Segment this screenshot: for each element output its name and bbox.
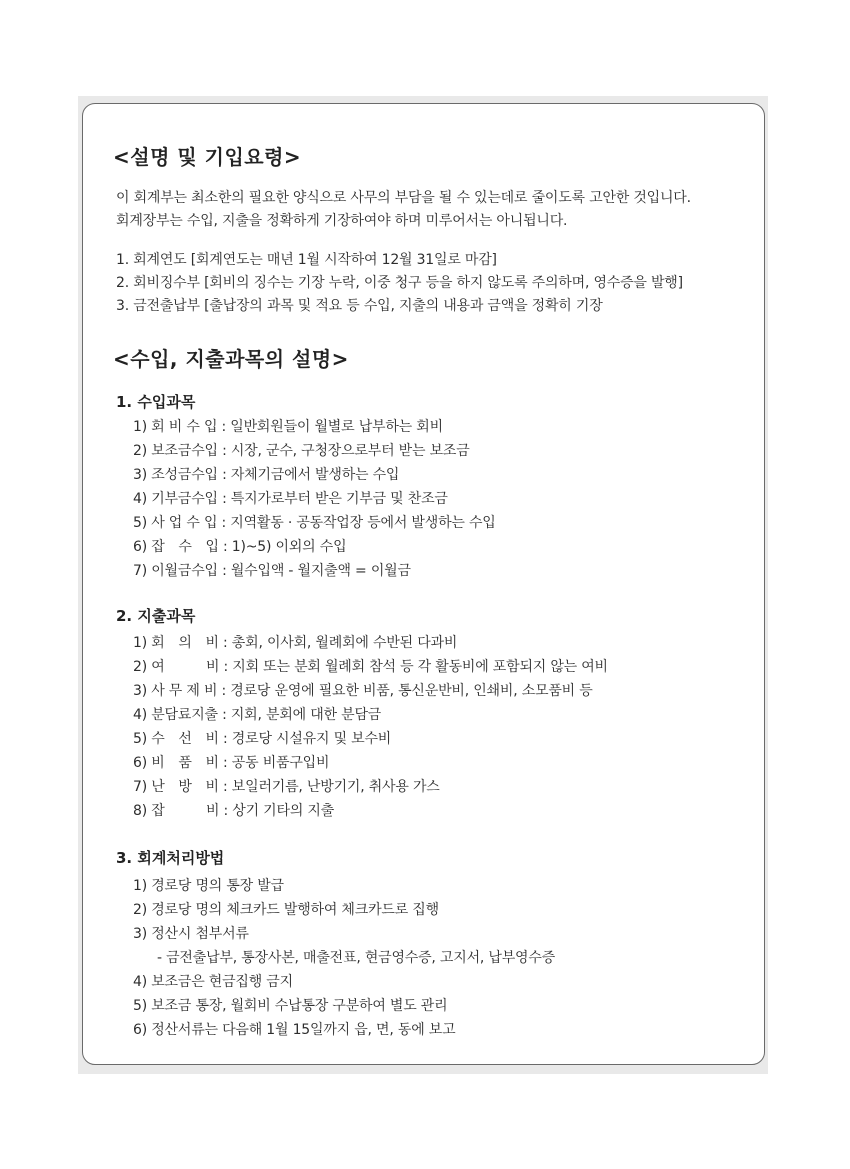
income-item: 7) 이월금수입 : 월수입액 - 월지출액 = 이월금	[133, 563, 411, 579]
guide-title: <설명 및 기입요령>	[113, 145, 302, 169]
income-item: 4) 기부금수입 : 특지가로부터 받은 기부금 및 찬조금	[133, 491, 448, 507]
income-item: 6) 잡 수 입 : 1)~5) 이외의 수입	[133, 539, 347, 555]
guide-intro-line: 회계장부는 수입, 지출을 정확하게 기장하여야 하며 미루어서는 아니됩니다.	[116, 213, 568, 229]
guide-item: 1. 회계연도 [회계연도는 매년 1월 시작하여 12월 31일로 마감]	[116, 252, 497, 268]
income-heading: 1. 수입과목	[116, 393, 196, 411]
accounts-title: <수입, 지출과목의 설명>	[113, 347, 349, 371]
expense-item: 7) 난 방 비 : 보일러기름, 난방기기, 취사용 가스	[133, 779, 440, 795]
income-item: 5) 사 업 수 입 : 지역활동 · 공동작업장 등에서 발생하는 수입	[133, 515, 496, 531]
processing-item: 4) 보조금은 현금집행 금지	[133, 974, 293, 990]
expense-item: 5) 수 선 비 : 경로당 시설유지 및 보수비	[133, 731, 392, 747]
expense-item: 8) 잡 비 : 상기 기타의 지출	[133, 803, 335, 819]
processing-item: 3) 정산시 첨부서류	[133, 926, 249, 942]
document-frame	[82, 103, 765, 1065]
processing-item: 2) 경로당 명의 체크카드 발행하여 체크카드로 집행	[133, 902, 439, 918]
guide-item: 2. 회비징수부 [회비의 징수는 기장 누락, 이중 청구 등을 하지 않도록 주의하며, 영수증을 발행]	[116, 275, 683, 291]
processing-heading: 3. 회계처리방법	[116, 849, 225, 867]
expense-item: 6) 비 품 비 : 공동 비품구입비	[133, 755, 330, 771]
processing-subitem: - 금전출납부, 통장사본, 매출전표, 현금영수증, 고지서, 납부영수증	[157, 950, 556, 966]
processing-item: 1) 경로당 명의 통장 발급	[133, 878, 284, 894]
guide-intro-line: 이 회계부는 최소한의 필요한 양식으로 사무의 부담을 될 수 있는데로 줄이도록 고안한 것입니다.	[116, 190, 691, 206]
processing-item: 5) 보조금 통장, 월회비 수납통장 구분하여 별도 관리	[133, 998, 448, 1014]
expense-item: 1) 회 의 비 : 총회, 이사회, 월례회에 수반된 다과비	[133, 635, 458, 651]
income-item: 2) 보조금수입 : 시장, 군수, 구청장으로부터 받는 보조금	[133, 443, 470, 459]
expense-item: 3) 사 무 제 비 : 경로당 운영에 필요한 비품, 통신운반비, 인쇄비, 소모품비 등	[133, 683, 593, 699]
income-item: 3) 조성금수입 : 자체기금에서 발생하는 수입	[133, 467, 400, 483]
income-item: 1) 회 비 수 입 : 일반회원들이 월별로 납부하는 회비	[133, 419, 443, 435]
processing-item: 6) 정산서류는 다음해 1월 15일까지 읍, 면, 동에 보고	[133, 1022, 456, 1038]
expense-item: 2) 여 비 : 지회 또는 분회 월례회 참석 등 각 활동비에 포함되지 않는 여비	[133, 659, 608, 675]
expense-item: 4) 분담료지출 : 지회, 분회에 대한 분담금	[133, 707, 382, 723]
guide-item: 3. 금전출납부 [출납장의 과목 및 적요 등 수입, 지출의 내용과 금액을 정확히 기장	[116, 298, 603, 314]
expense-heading: 2. 지출과목	[116, 607, 196, 625]
